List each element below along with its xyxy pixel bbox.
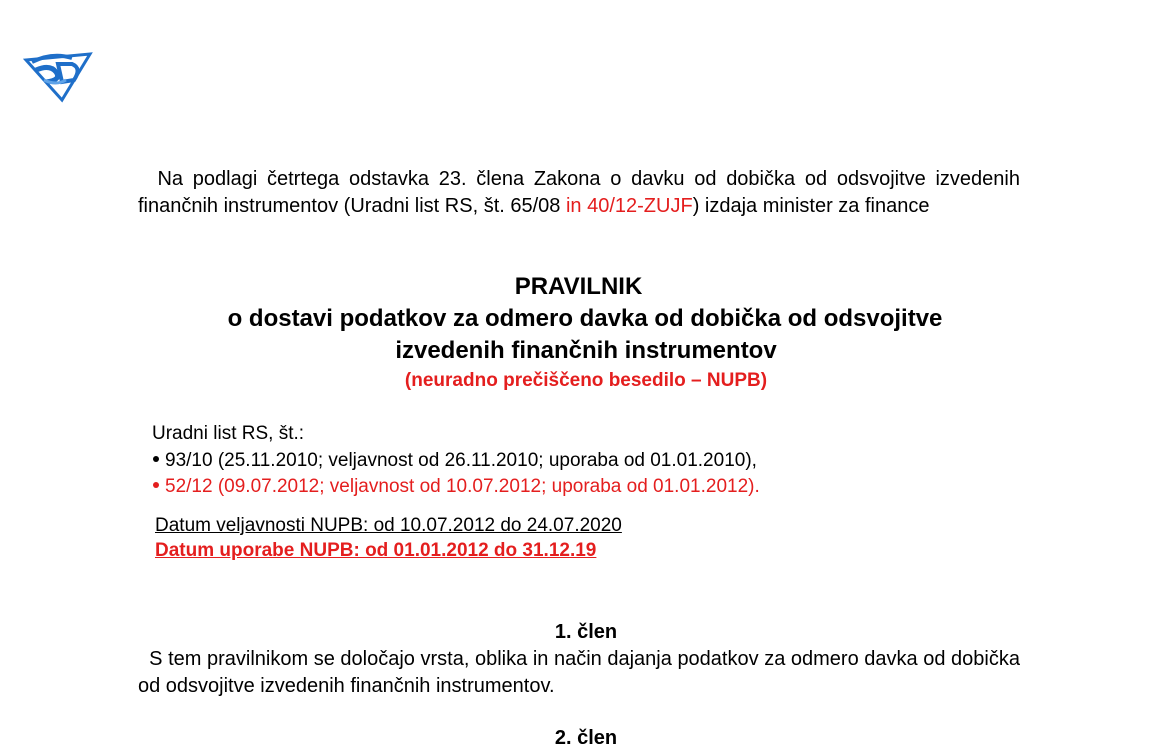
logo-icon [22,50,96,104]
document-title-line3: izvedenih finančnih instrumentov [395,337,777,364]
gazette-item: 93/10 (25.11.2010; veljavnost od 26.11.2010; uporaba od 01.01.2010), [152,448,757,474]
preamble-paragraph [138,166,1020,220]
preamble-amendment: in 40/12-ZUJF [565,195,693,217]
bullet-icon [153,456,159,462]
bullet-icon [153,482,159,488]
article-paragraph: S tem pravilnikom se določajo vrsta, oblika in način dajanja podatkov za odmero davka od dobička od odsvojitve izvedenih finančnih instrumentov. [138,648,1020,697]
validity-date: Datum veljavnosti NUPB: od 10.07.2012 do 24.07.2020 [155,515,622,536]
application-date: Datum uporabe NUPB: od 01.01.2012 do 31.12.19 [155,540,597,561]
gazette-heading: Uradni list RS, št.: [152,423,305,444]
article-heading: 2. člen [554,727,618,749]
preamble-text: Na podlagi četrtega odstavka 23. člena Zakona o davku od dobička od odsvojitve izvedenih finančnih instrumentov (Uradni list RS, št. 65/08 [138,168,1020,217]
document-title: PRAVILNIK [514,273,643,300]
gazette-item: 52/12 (09.07.2012; veljavnost od 10.07.2012; uporaba od 01.01.2012). [152,474,760,500]
preamble-text-end: ) izdaja minister za finance [692,195,930,217]
article-heading: 1. člen [554,621,618,643]
document-title-line2: o dostavi podatkov za odmero davka od dobička od odsvojitve [227,305,943,332]
document-subtitle: (neuradno prečiščeno besedilo – NUPB) [404,370,768,391]
